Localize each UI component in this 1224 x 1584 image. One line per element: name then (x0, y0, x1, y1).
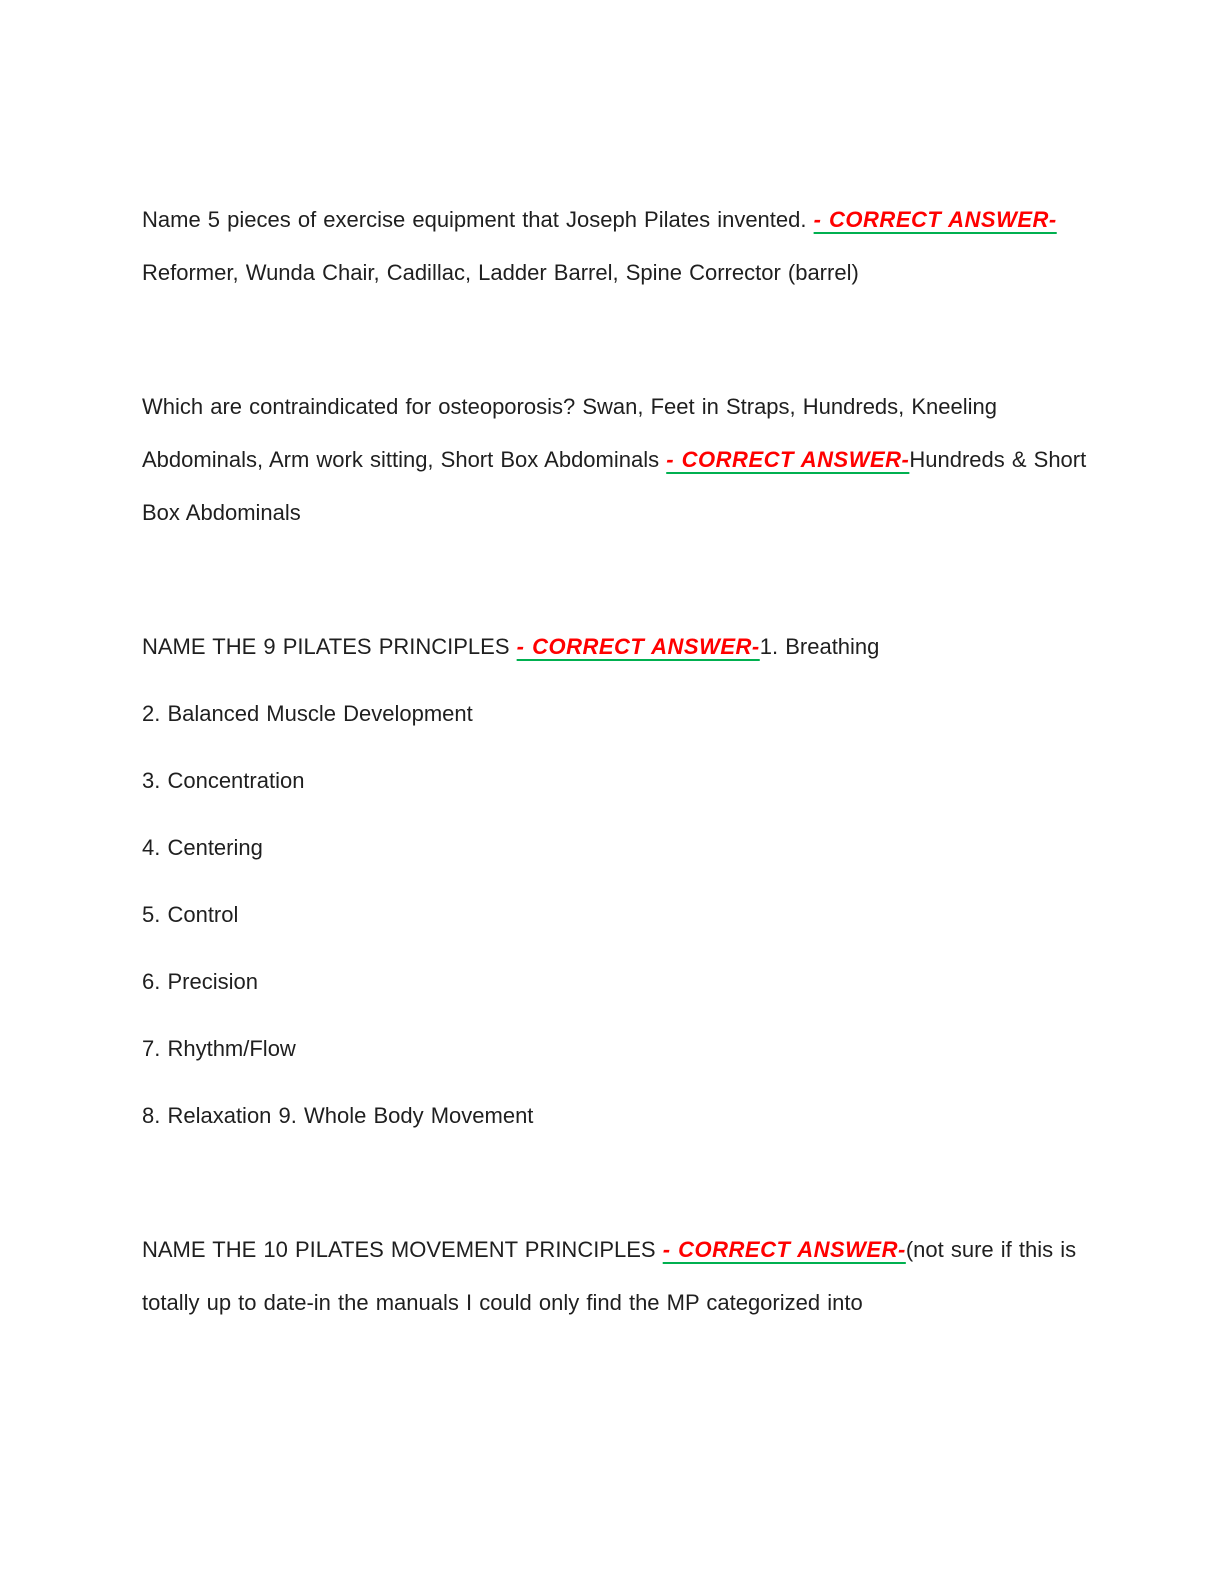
text-run: Name 5 pieces of exercise equipment that Joseph Pilates invented. (142, 207, 814, 232)
paragraph (142, 1089, 1092, 1142)
text-run: 4. Centering (142, 835, 263, 860)
correct-answer-marker: - CORRECT ANSWER- (666, 447, 910, 472)
paragraph (142, 888, 1092, 941)
paragraph-spacer (142, 553, 1092, 606)
paragraph (142, 380, 1092, 539)
paragraph (142, 754, 1092, 807)
paragraph (142, 687, 1092, 740)
paragraph (142, 620, 1092, 673)
text-run: (not sure if this is totally up to date-in the manuals I could only find the MP categorized into (142, 1237, 1077, 1315)
paragraph-spacer (142, 1156, 1092, 1209)
text-run: 3. Concentration (142, 768, 305, 793)
text-run: 1. Breathing (759, 634, 880, 659)
paragraph-spacer (142, 313, 1092, 366)
text-run: 8. Relaxation 9. Whole Body Movement (142, 1103, 534, 1128)
text-run: NAME THE 9 PILATES PRINCIPLES (142, 634, 517, 659)
text-run: 7. Rhythm/Flow (142, 1036, 296, 1061)
correct-answer-marker: - CORRECT ANSWER- (813, 207, 1057, 232)
text-run: Hundreds & Short Box Abdominals (142, 447, 1087, 525)
paragraph (142, 193, 1092, 299)
text-run: 2. Balanced Muscle Development (142, 701, 473, 726)
correct-answer-marker: - CORRECT ANSWER- (516, 634, 760, 659)
text-run: NAME THE 10 PILATES MOVEMENT PRINCIPLES (142, 1237, 663, 1262)
correct-answer-marker: - CORRECT ANSWER- (662, 1237, 906, 1262)
text-run: 5. Control (142, 902, 239, 927)
text-run: Reformer, Wunda Chair, Cadillac, Ladder Barrel, Spine Corrector (barrel) (142, 260, 859, 285)
paragraph (142, 821, 1092, 874)
paragraph (142, 1223, 1092, 1329)
text-run: Which are contraindicated for osteoporosis? Swan, Feet in Straps, Hundreds, Kneeling Abdominals, Arm work sitting, Short Box Abdominals (142, 394, 998, 472)
paragraph (142, 955, 1092, 1008)
document-content (142, 193, 1092, 1329)
paragraph (142, 1022, 1092, 1075)
text-run: 6. Precision (142, 969, 258, 994)
